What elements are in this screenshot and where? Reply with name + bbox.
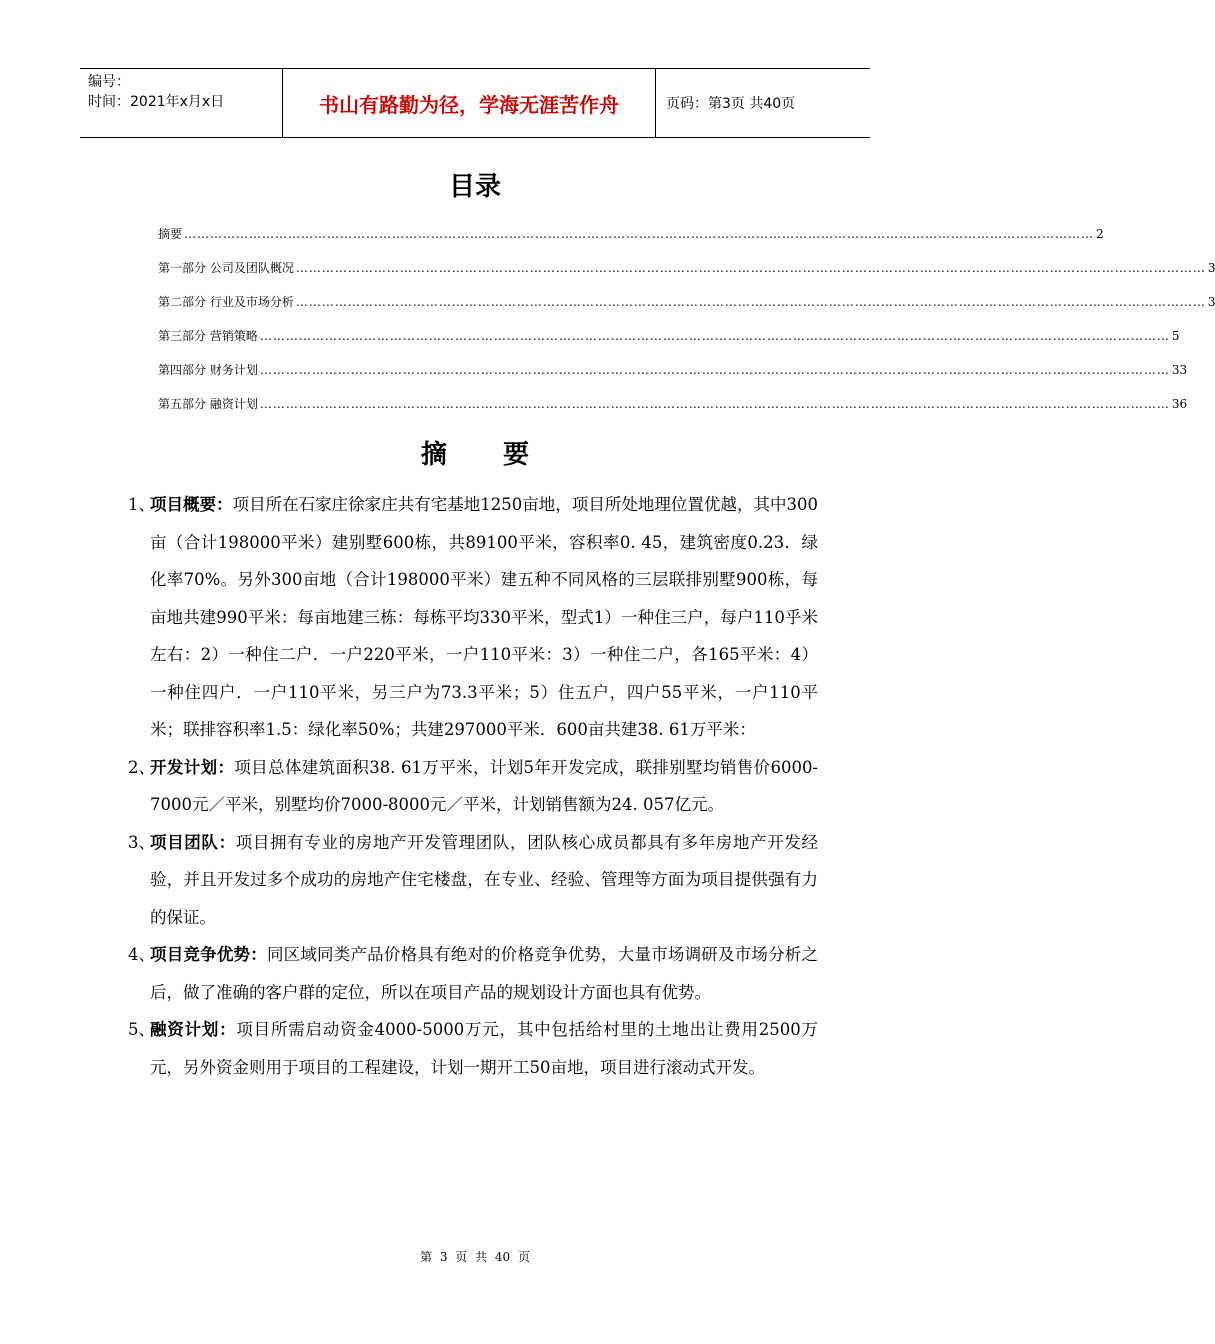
toc-leader-dots: ………………………………………………………………………………………………………………………………………………………………………………………… xyxy=(184,227,1095,241)
toc-leader-dots: ………………………………………………………………………………………………………………………………………………………………………………………… xyxy=(259,329,1170,343)
toc-leader-dots: ………………………………………………………………………………………………………………………………………………………………………………………… xyxy=(295,261,1206,275)
table-of-contents xyxy=(158,225,1215,429)
summary-item-heading: 融资计划： xyxy=(150,1020,237,1039)
toc-item-page: 2 xyxy=(1096,227,1104,241)
toc-item-page: 3 xyxy=(1207,261,1215,275)
toc-item-page: 3 xyxy=(1207,295,1215,309)
summary-item xyxy=(128,486,818,749)
toc-item[interactable] xyxy=(158,361,1188,395)
summary-item-heading: 项目竞争优势： xyxy=(150,945,267,964)
page-header xyxy=(80,68,870,138)
header-meta xyxy=(80,69,282,137)
summary-item xyxy=(128,936,818,1011)
summary-item xyxy=(128,824,818,937)
toc-title: 目录 xyxy=(448,172,501,202)
toc-item-page: 5 xyxy=(1171,329,1180,343)
toc-item[interactable] xyxy=(158,327,1180,361)
document-number-label: 编号： xyxy=(88,74,130,90)
document-date: 时间：2021年x月x日 xyxy=(88,94,225,110)
summary-item-text: 同区域同类产品价格具有绝对的价格竞争优势，大量市场调研及市场分析之后，做了准确的客户群的定位，所以在项目产品的规划设计方面也具有优势。 xyxy=(150,945,819,1002)
header-page-info: 页码：第3页 共40页 xyxy=(666,96,796,112)
toc-item-label: 第五部分 融资计划 xyxy=(158,397,258,411)
toc-item-label: 第四部分 财务计划 xyxy=(158,363,258,377)
toc-item-page: 36 xyxy=(1171,397,1188,411)
summary-item-number: 5、 xyxy=(128,1020,155,1039)
toc-item[interactable] xyxy=(158,259,1215,293)
summary-body xyxy=(128,486,818,1086)
toc-item-label: 第三部分 营销策略 xyxy=(158,329,258,343)
summary-item-text: 项目总体建筑面积38. 61万平米，计划5年开发完成，联排别墅均销售价6000-7000元／平米，别墅均价7000-8000元／平米，计划销售额为24. 057亿元。 xyxy=(150,757,819,814)
summary-item xyxy=(128,1011,818,1086)
summary-item-number: 4、 xyxy=(128,945,155,964)
toc-item-page: 33 xyxy=(1171,363,1188,377)
summary-item-heading: 项目概要： xyxy=(150,495,233,514)
summary-item xyxy=(128,749,818,824)
toc-leader-dots: ………………………………………………………………………………………………………………………………………………………………………………………… xyxy=(259,363,1170,377)
toc-leader-dots: ………………………………………………………………………………………………………………………………………………………………………………………… xyxy=(295,295,1206,309)
toc-item-label: 摘要 xyxy=(158,227,183,241)
summary-item-number: 2、 xyxy=(128,757,155,777)
toc-item[interactable] xyxy=(158,225,1104,259)
header-motto: 书山有路勤为径，学海无涯苦作舟 xyxy=(282,69,656,137)
summary-title: 摘要 xyxy=(420,440,585,470)
summary-item-text: 项目所在石家庄徐家庄共有宅基地1250亩地，项目所处地理位置优越，其中300亩（合计198000平米）建别墅600栋，共89100平米，容积率0. 45，建筑密度0.23．绿化率70%。另外300亩地（合计198000平米）建五种不同风格的三层联排别墅900栋，每亩地共建990平米：每亩地建三栋：每栋平均330平米，型式1）一种住三户，每户110乎米左右：2）一种住二户．一户220平米，一户110平米：3）一种住二户，各165平米：4）一种住四户．一户110平米，另三户为73.3平米；5）住五户，四户55平米，一户110平米；联排容积率1.5：绿化率50%；共建297000平米．600亩共建38. 61万平米： xyxy=(150,495,818,739)
page-footer: 第 3 页 共 40 页 xyxy=(420,1250,530,1264)
toc-item[interactable] xyxy=(158,293,1215,327)
summary-item-heading: 开发计划： xyxy=(150,757,235,777)
toc-leader-dots: ………………………………………………………………………………………………………………………………………………………………………………………… xyxy=(259,397,1170,411)
summary-item-text: 项目所需启动资金4000-5000万元，其中包括给村里的土地出让费用2500万元，另外资金则用于项目的工程建设，计划一期开工50亩地，项目进行滚动式开发。 xyxy=(150,1020,818,1077)
summary-item-number: 1、 xyxy=(128,495,155,514)
summary-item-heading: 项目团队： xyxy=(150,832,236,852)
toc-item-label: 第二部分 行业及市场分析 xyxy=(158,295,294,309)
toc-item[interactable] xyxy=(158,395,1188,429)
summary-item-text: 项目拥有专业的房地产开发管理团队，团队核心成员都具有多年房地产开发经验，并且开发过多个成功的房地产住宅楼盘，在专业、经验、管理等方面为项目提供强有力的保证。 xyxy=(150,832,819,927)
toc-item-label: 第一部分 公司及团队概况 xyxy=(158,261,294,275)
summary-item-number: 3、 xyxy=(128,832,155,852)
